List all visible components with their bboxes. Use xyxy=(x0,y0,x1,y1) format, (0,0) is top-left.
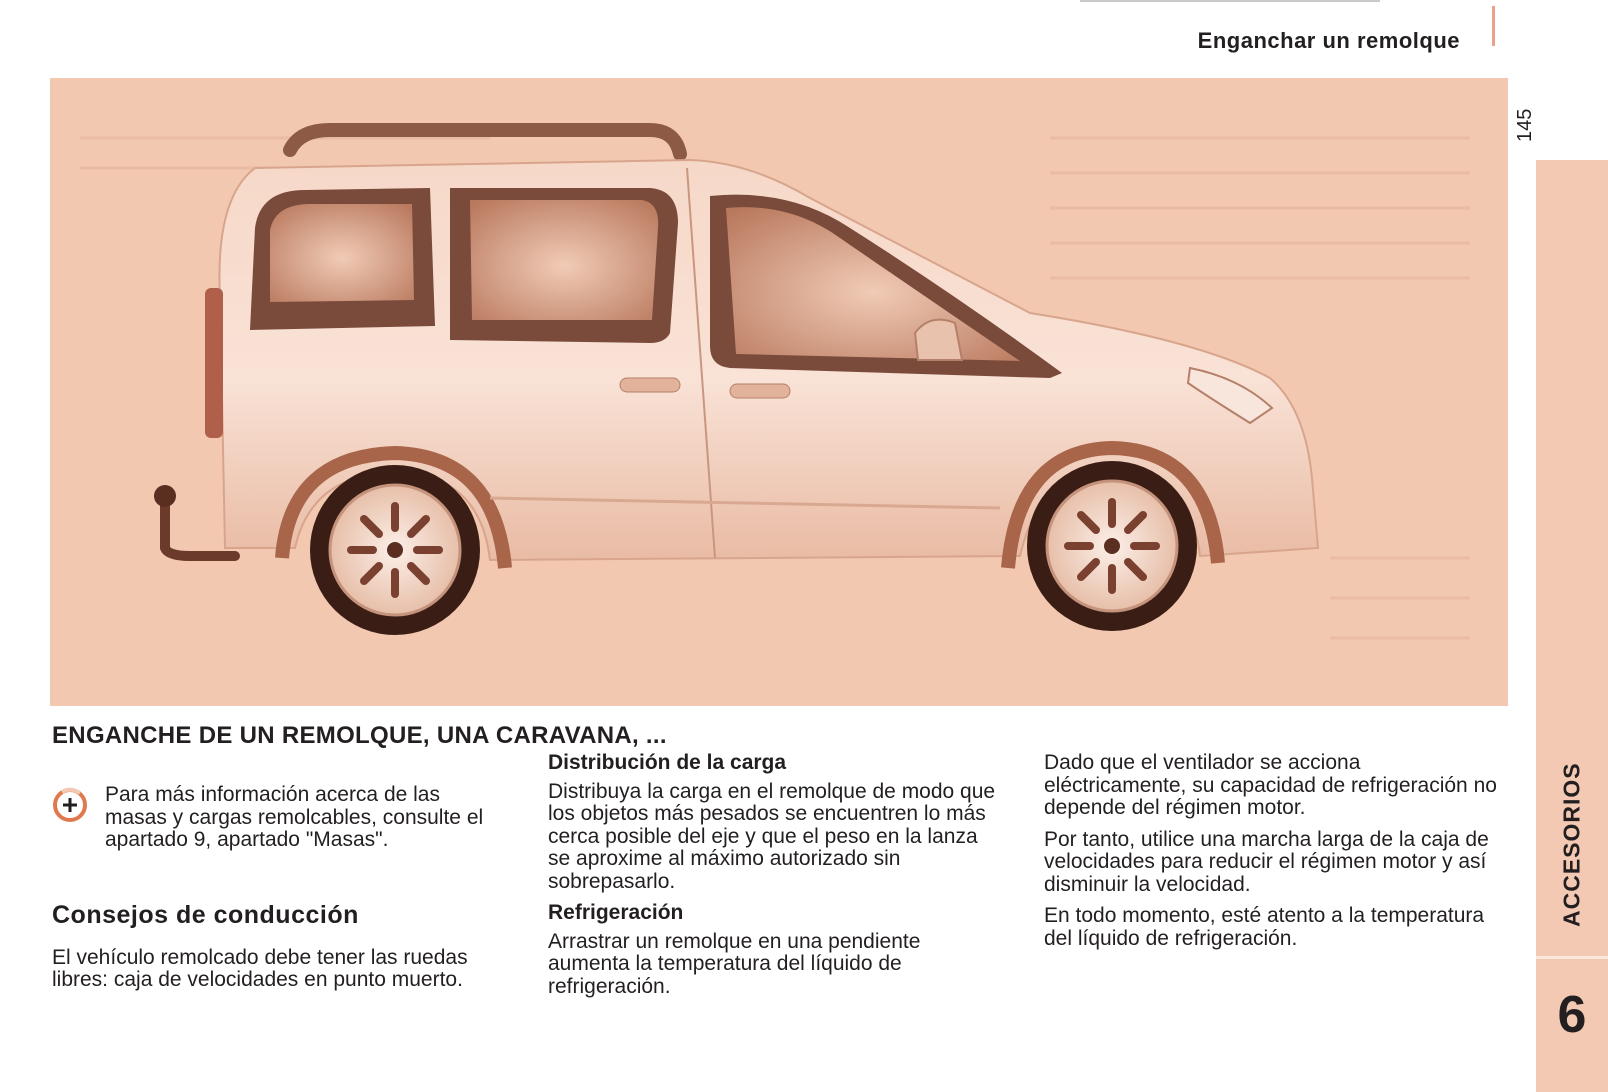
side-mirror xyxy=(915,320,962,360)
page-header-title: Enganchar un remolque xyxy=(1197,28,1460,53)
rear-wheel xyxy=(310,465,480,635)
front-wheel xyxy=(1027,461,1197,631)
refrigeracion-title: Refrigeración xyxy=(548,901,684,924)
consejos-text: El vehículo remolcado debe tener las ruedas libres: caja de velocidades en punto muerto. xyxy=(52,945,468,991)
column-2 xyxy=(548,752,1003,1007)
consejos-title: Consejos de conducción xyxy=(52,901,359,929)
tow-hitch xyxy=(154,485,235,556)
column-3 xyxy=(1044,752,1499,959)
chapter-label: ACCESORIOS xyxy=(1558,762,1585,928)
column3-paragraph-2: Por tanto, utilice una marcha larga de la caja de velocidades para reducir el régimen motor y así disminuir la velocidad. xyxy=(1044,827,1489,896)
tail-light xyxy=(205,288,223,438)
car-illustration xyxy=(50,78,1508,706)
chapter-number: 6 xyxy=(1557,986,1587,1044)
refrigeracion-text: Arrastrar un remolque en una pendiente aumenta la temperatura del líquido de refrigeración. xyxy=(548,929,921,998)
header-accent-bar xyxy=(1492,6,1495,46)
distribucion-title: Distribución de la carga xyxy=(548,751,787,774)
plus-circle-icon xyxy=(52,787,88,823)
page-number: 145 xyxy=(1514,108,1536,142)
info-note-text: Para más información acerca de las masas y cargas remolcables, consulte el apartado 9, apartado "Masas". xyxy=(105,783,484,851)
column3-paragraph-1: Dado que el ventilador se acciona eléctricamente, su capacidad de refrigeración no depende del régimen motor. xyxy=(1044,751,1497,819)
distribucion-text: Distribuya la carga en el remolque de modo que los objetos más pesados se encuentren lo más cerca posible del eje y que el peso en la lanza se aproxime al máximo autorizado sin sobrepasarlo. xyxy=(548,779,996,893)
roof-rail xyxy=(290,130,680,154)
column3-paragraph-3: En todo momento, esté atento a la temperatura del líquido de refrigeración. xyxy=(1044,904,1485,950)
chapter-side-tab[interactable] xyxy=(1536,160,1608,1092)
door-handle-front xyxy=(730,384,790,398)
tab-separator xyxy=(1536,956,1608,959)
main-heading: ENGANCHE DE UN REMOLQUE, UNA CARAVANA, ... xyxy=(52,722,667,749)
consejos-section xyxy=(52,901,507,1001)
info-note xyxy=(105,784,505,861)
top-rule xyxy=(1080,0,1380,2)
door-handle-rear xyxy=(620,378,680,392)
